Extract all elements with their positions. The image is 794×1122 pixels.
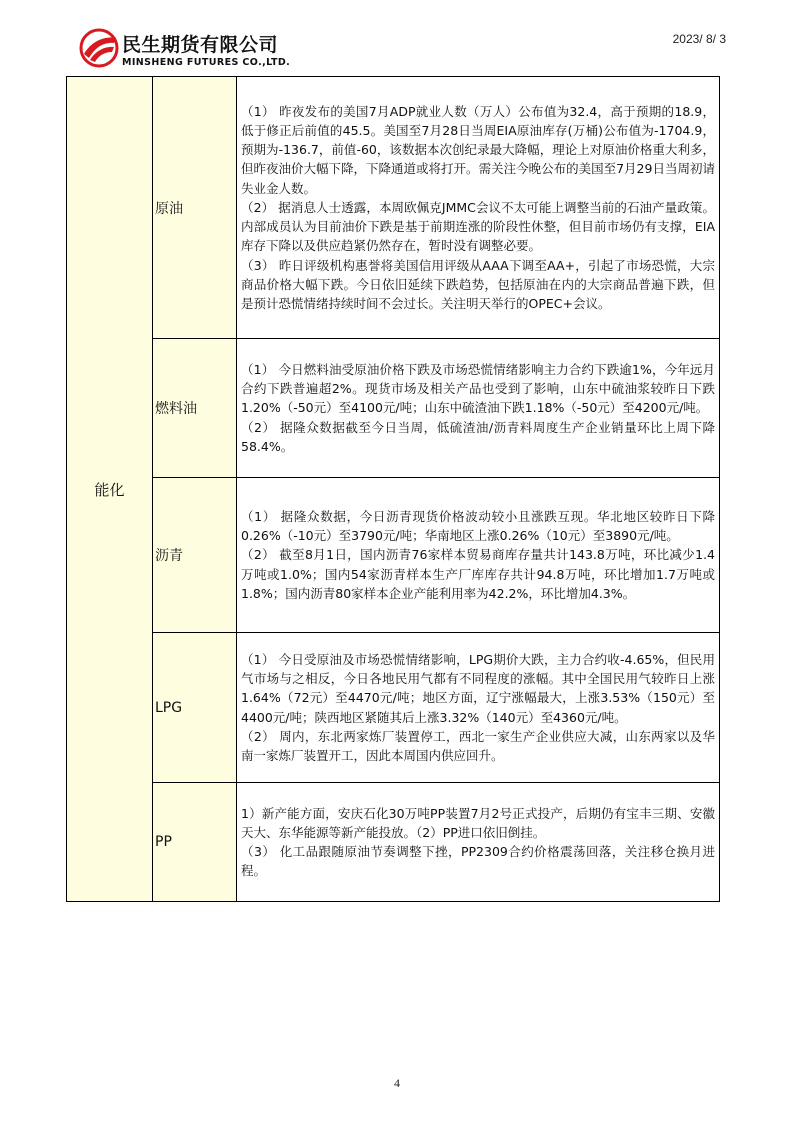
paragraph: （2） 据消息人士透露，本周欧佩克JMMC会议不太可能上调整当前的石油产量政策。内部成员认为目前油价下跌是基于前期连涨的阶段性休整，但目前市场仍有支撑，EIA库存下降以及供应趋紧仍然存在，暂时没有调整必要。: [241, 199, 715, 254]
paragraph: （3） 昨日评级机构惠誉将美国信用评级从AAA下调至AA+，引起了市场恐慌，大宗商品价格大幅下跌。今日依旧延续下跌趋势，包括原油在内的大宗商品普遍下跌，但是预计恐慌情绪持续时间不会过长。关注明天举行的OPEC+会议。: [241, 257, 715, 311]
product-label-crude-oil: 原油: [153, 77, 237, 339]
paragraph: （1） 今日受原油及市场恐慌情绪影响，LPG期价大跌，主力合约收-4.65%，但民用气市场与之相反，今日各地民用气都有不同程度的涨幅。其中全国民用气较昨日上涨1.64%（72元）至4470元/吨；地区方面，辽宁涨幅最大，上涨3.53%（150元）至4400元/吨；陕西地区紧随其后上涨3.32%（140元）至4360元/吨。: [241, 651, 715, 725]
commentary-bitumen: [237, 478, 720, 633]
product-label-pp: PP: [153, 783, 237, 902]
paragraph: （1） 昨夜发布的美国7月ADP就业人数（万人）公布值为32.4，高于预期的18.9，低于修正后前值的45.5。美国至7月28日当周EIA原油库存(万桶)公布值为-1704.9，预期为-136.7，前值-60，该数据本次创纪录最大降幅，理论上对原油价格重大利多，但昨夜油价大幅下降，下降通道或将打开。需关注今晚公布的美国至7月29日当周初请失业金人数。: [241, 103, 715, 196]
paragraph: （2） 据隆众数据截至今日当周，低硫渣油/沥青料周度生产企业销量环比上周下降58.4%。: [241, 419, 715, 454]
company-name-en: MINSHENG FUTURES CO.,LTD.: [122, 57, 291, 68]
paragraph: （1） 据隆众数据，今日沥青现货价格波动较小且涨跌互现。华北地区较昨日下降0.26%（-10元）至3790元/吨；华南地区上涨0.26%（10元）至3890元/吨。: [241, 508, 715, 544]
table-row-bitumen: [67, 478, 720, 633]
product-label-fuel-oil: 燃料油: [153, 339, 237, 478]
table-row-fuel-oil: [67, 339, 720, 478]
paragraph: （1） 今日燃料油受原油价格下跌及市场恐慌情绪影响主力合约下跌逾1%，今年远月合约下跌普遍超2%。现货市场及相关产品也受到了影响，山东中硫油浆较昨日下跌1.20%（-50元）至4100元/吨；山东中硫渣油下跌1.18%（-50元）至4200元/吨。: [241, 361, 715, 416]
table-row-pp: [67, 783, 720, 902]
product-label-lpg: LPG: [153, 633, 237, 783]
product-label-bitumen: 沥青: [153, 478, 237, 633]
commentary-lpg: [237, 633, 720, 783]
table-row-lpg: [67, 633, 720, 783]
commentary-fuel-oil: [237, 339, 720, 478]
page-number: 4: [394, 1076, 400, 1090]
table-row-crude-oil: [67, 77, 720, 339]
paragraph: 1）新产能方面，安庆石化30万吨PP装置7月2号正式投产，后期仍有宝丰三期、安徽天大、东华能源等新产能投放。（2）PP进口依旧倒挂。: [241, 805, 715, 840]
company-name-cn: 民生期货有限公司: [122, 34, 279, 56]
paragraph: （2） 周内，东北两家炼厂装置停工，西北一家生产企业供应大减，山东两家以及华南一家炼厂装置开工，因此本周国内供应回升。: [241, 728, 715, 763]
commentary-crude-oil: [237, 77, 720, 339]
page-header: [78, 24, 728, 74]
minsheng-logo-icon: [78, 28, 120, 68]
sector-label: 能化: [67, 77, 153, 902]
commodity-commentary-table: [66, 76, 720, 902]
report-date: 2023/ 8/ 3: [672, 32, 726, 46]
paragraph: （3） 化工品跟随原油节奏调整下挫，PP2309合约价格震荡回落，关注移仓换月进程。: [241, 844, 715, 879]
commentary-pp: [237, 783, 720, 902]
paragraph: （2） 截至8月1日，国内沥青76家样本贸易商库存量共计143.8万吨，环比减少1.4万吨或1.0%；国内54家沥青样本生产厂库库存共计94.8万吨，环比增加1.7万吨或1.8%；国内沥青80家样本企业产能利用率为42.2%，环比增加4.3%。: [241, 547, 715, 601]
